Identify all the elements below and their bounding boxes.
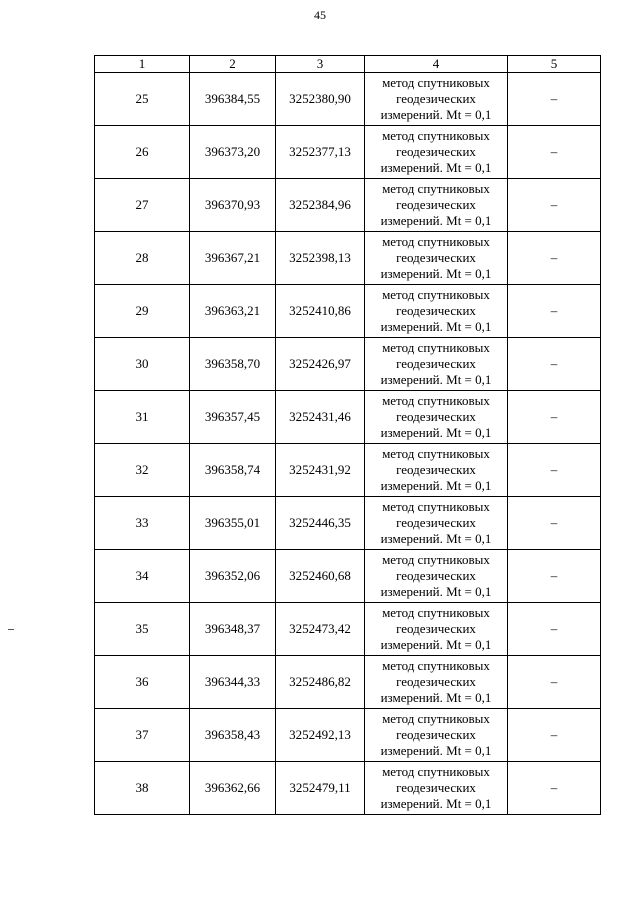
x-coordinate-cell: 396358,43 <box>190 709 276 762</box>
method-line: измерений. Mt = 0,1 <box>380 213 492 228</box>
method-line: измерений. Mt = 0,1 <box>380 372 492 387</box>
header-row <box>95 56 601 73</box>
table-row <box>95 126 601 179</box>
table-row <box>95 603 601 656</box>
method-cell <box>365 126 508 179</box>
note-cell: – <box>508 73 601 126</box>
table-row <box>95 709 601 762</box>
note-cell: – <box>508 232 601 285</box>
table-row <box>95 232 601 285</box>
method-line: геодезических <box>396 568 476 583</box>
point-number-cell: 34 <box>95 550 190 603</box>
y-coordinate-cell: 3252446,35 <box>276 497 365 550</box>
table-row <box>95 550 601 603</box>
point-number-cell: 25 <box>95 73 190 126</box>
y-coordinate-cell: 3252410,86 <box>276 285 365 338</box>
point-number-cell: 33 <box>95 497 190 550</box>
method-line: измерений. Mt = 0,1 <box>380 743 492 758</box>
method-cell <box>365 603 508 656</box>
x-coordinate-cell: 396370,93 <box>190 179 276 232</box>
method-line: геодезических <box>396 303 476 318</box>
method-line: метод спутниковых <box>382 340 490 355</box>
y-coordinate-cell: 3252426,97 <box>276 338 365 391</box>
y-coordinate-cell: 3252398,13 <box>276 232 365 285</box>
method-cell <box>365 550 508 603</box>
method-line: метод спутниковых <box>382 658 490 673</box>
method-line: измерений. Mt = 0,1 <box>380 531 492 546</box>
y-coordinate-cell: 3252380,90 <box>276 73 365 126</box>
method-line: геодезических <box>396 197 476 212</box>
y-coordinate-cell: 3252486,82 <box>276 656 365 709</box>
method-cell <box>365 762 508 815</box>
table-row <box>95 497 601 550</box>
table-row <box>95 338 601 391</box>
method-line: метод спутниковых <box>382 711 490 726</box>
method-line: геодезических <box>396 144 476 159</box>
x-coordinate-cell: 396362,66 <box>190 762 276 815</box>
note-cell: – <box>508 338 601 391</box>
table-row <box>95 391 601 444</box>
point-number-cell: 36 <box>95 656 190 709</box>
y-coordinate-cell: 3252431,92 <box>276 444 365 497</box>
point-number-cell: 29 <box>95 285 190 338</box>
method-line: метод спутниковых <box>382 605 490 620</box>
method-line: измерений. Mt = 0,1 <box>380 107 492 122</box>
page-number: 45 <box>314 8 326 22</box>
note-cell: – <box>508 444 601 497</box>
method-line: геодезических <box>396 515 476 530</box>
method-line: метод спутниковых <box>382 393 490 408</box>
method-cell <box>365 285 508 338</box>
table-row <box>95 762 601 815</box>
method-cell <box>365 338 508 391</box>
method-cell <box>365 709 508 762</box>
col-header-1: 1 <box>95 56 190 73</box>
method-line: метод спутниковых <box>382 181 490 196</box>
col-header-3: 3 <box>276 56 365 73</box>
point-number-cell: 28 <box>95 232 190 285</box>
note-cell: – <box>508 762 601 815</box>
note-cell: – <box>508 179 601 232</box>
point-number-cell: 37 <box>95 709 190 762</box>
y-coordinate-cell: 3252479,11 <box>276 762 365 815</box>
note-cell: – <box>508 497 601 550</box>
method-line: измерений. Mt = 0,1 <box>380 266 492 281</box>
x-coordinate-cell: 396358,70 <box>190 338 276 391</box>
table-body <box>95 73 601 815</box>
method-line: метод спутниковых <box>382 287 490 302</box>
method-line: измерений. Mt = 0,1 <box>380 425 492 440</box>
x-coordinate-cell: 396363,21 <box>190 285 276 338</box>
note-cell: – <box>508 656 601 709</box>
table-row <box>95 179 601 232</box>
note-cell: – <box>508 603 601 656</box>
method-line: геодезических <box>396 462 476 477</box>
col-header-5: 5 <box>508 56 601 73</box>
method-cell <box>365 497 508 550</box>
x-coordinate-cell: 396355,01 <box>190 497 276 550</box>
method-line: геодезических <box>396 250 476 265</box>
point-number-cell: 38 <box>95 762 190 815</box>
method-line: геодезических <box>396 356 476 371</box>
x-coordinate-cell: 396352,06 <box>190 550 276 603</box>
method-line: метод спутниковых <box>382 764 490 779</box>
y-coordinate-cell: 3252460,68 <box>276 550 365 603</box>
y-coordinate-cell: 3252377,13 <box>276 126 365 179</box>
method-line: метод спутниковых <box>382 499 490 514</box>
x-coordinate-cell: 396348,37 <box>190 603 276 656</box>
x-coordinate-cell: 396384,55 <box>190 73 276 126</box>
method-line: измерений. Mt = 0,1 <box>380 690 492 705</box>
note-cell: – <box>508 285 601 338</box>
method-line: метод спутниковых <box>382 234 490 249</box>
method-line: метод спутниковых <box>382 552 490 567</box>
note-cell: – <box>508 391 601 444</box>
method-line: геодезических <box>396 727 476 742</box>
y-coordinate-cell: 3252492,13 <box>276 709 365 762</box>
point-number-cell: 32 <box>95 444 190 497</box>
method-line: измерений. Mt = 0,1 <box>380 160 492 175</box>
x-coordinate-cell: 396367,21 <box>190 232 276 285</box>
x-coordinate-cell: 396357,45 <box>190 391 276 444</box>
method-line: метод спутниковых <box>382 446 490 461</box>
method-line: метод спутниковых <box>382 75 490 90</box>
point-number-cell: 35 <box>95 603 190 656</box>
col-header-4: 4 <box>365 56 508 73</box>
table-row <box>95 73 601 126</box>
method-line: метод спутниковых <box>382 128 490 143</box>
method-cell <box>365 179 508 232</box>
y-coordinate-cell: 3252473,42 <box>276 603 365 656</box>
method-cell <box>365 444 508 497</box>
method-line: измерений. Mt = 0,1 <box>380 319 492 334</box>
method-cell <box>365 232 508 285</box>
y-coordinate-cell: 3252431,46 <box>276 391 365 444</box>
coordinates-table <box>94 55 601 815</box>
method-line: геодезических <box>396 674 476 689</box>
method-cell <box>365 73 508 126</box>
table-row <box>95 444 601 497</box>
point-number-cell: 27 <box>95 179 190 232</box>
method-cell <box>365 656 508 709</box>
x-coordinate-cell: 396344,33 <box>190 656 276 709</box>
method-line: геодезических <box>396 409 476 424</box>
point-number-cell: 26 <box>95 126 190 179</box>
point-number-cell: 30 <box>95 338 190 391</box>
note-cell: – <box>508 550 601 603</box>
y-coordinate-cell: 3252384,96 <box>276 179 365 232</box>
method-line: измерений. Mt = 0,1 <box>380 584 492 599</box>
point-number-cell: 31 <box>95 391 190 444</box>
table-row <box>95 285 601 338</box>
x-coordinate-cell: 396358,74 <box>190 444 276 497</box>
method-line: геодезических <box>396 780 476 795</box>
table-row <box>95 656 601 709</box>
method-line: геодезических <box>396 621 476 636</box>
note-cell: – <box>508 126 601 179</box>
scan-mark <box>8 629 14 630</box>
x-coordinate-cell: 396373,20 <box>190 126 276 179</box>
method-line: геодезических <box>396 91 476 106</box>
col-header-2: 2 <box>190 56 276 73</box>
method-line: измерений. Mt = 0,1 <box>380 478 492 493</box>
note-cell: – <box>508 709 601 762</box>
method-cell <box>365 391 508 444</box>
method-line: измерений. Mt = 0,1 <box>380 796 492 811</box>
method-line: измерений. Mt = 0,1 <box>380 637 492 652</box>
